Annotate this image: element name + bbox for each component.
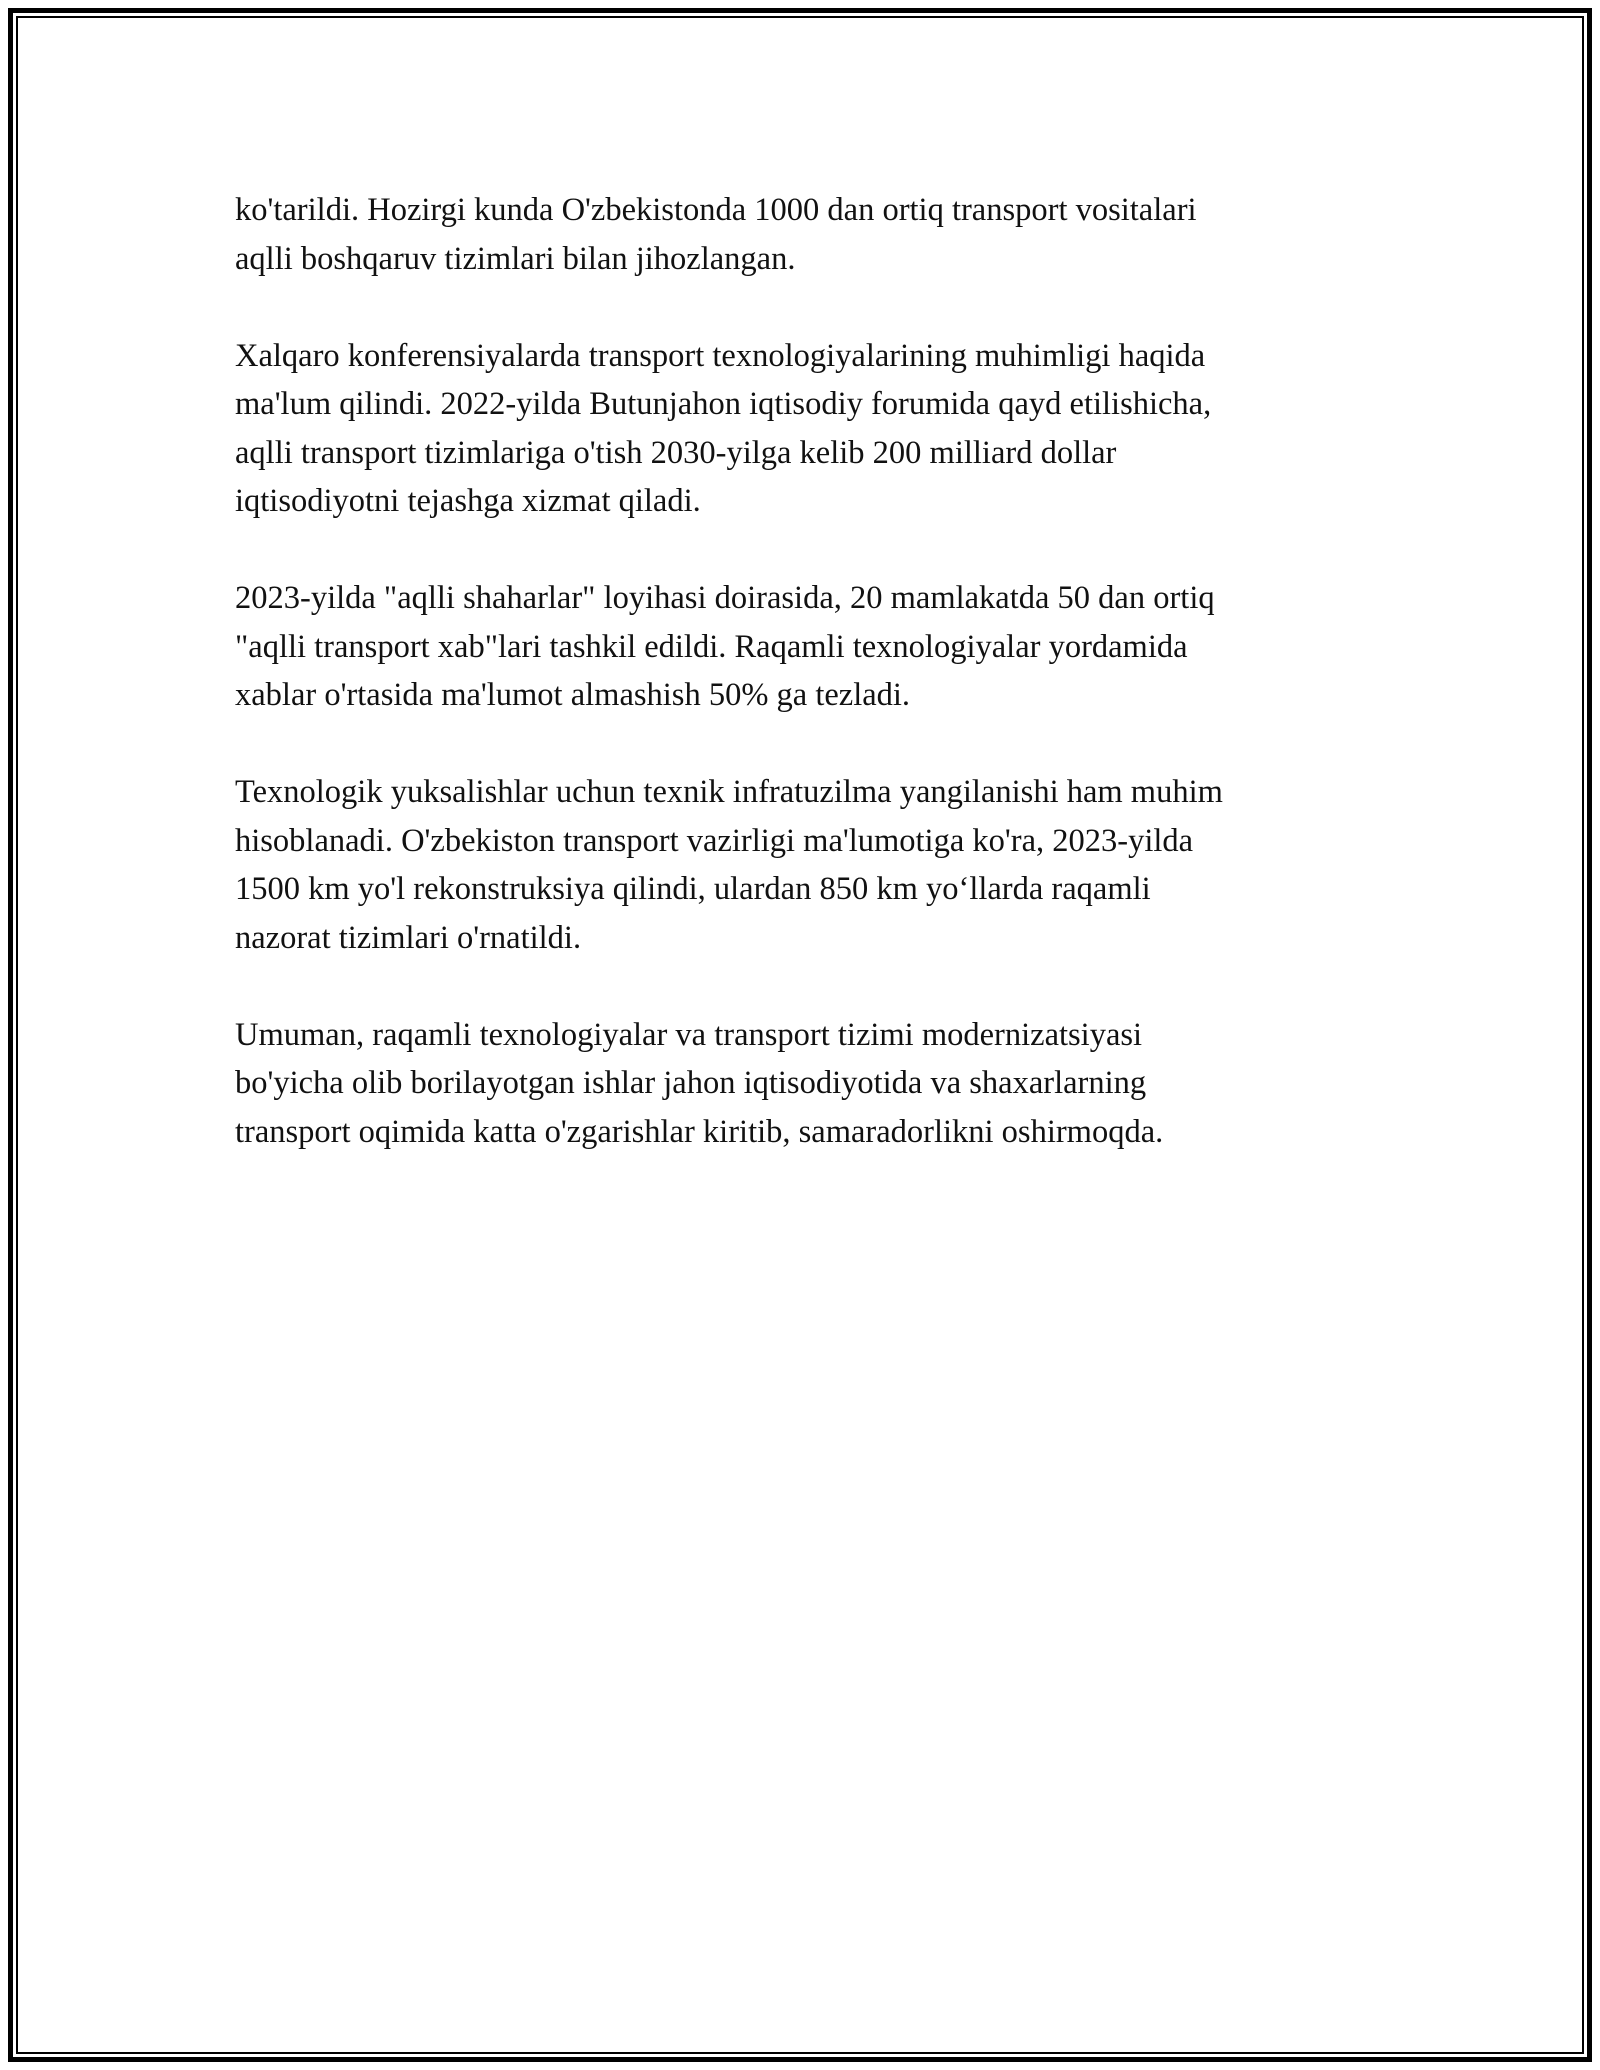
text-line: nazorat tizimlari o'rnatildi. (235, 919, 582, 956)
paragraph (235, 186, 1375, 283)
document-body (235, 186, 1375, 1205)
paragraph (235, 1011, 1375, 1157)
text-line: aqlli transport tizimlariga o'tish 2030-yilga kelib 200 milliard dollar (235, 434, 1117, 471)
text-line: Texnologik yuksalishlar uchun texnik infratuzilma yangilanishi ham muhim (235, 774, 1223, 810)
text-line: 1500 km yo'l rekonstruksiya qilindi, ulardan 850 km yo‘llarda raqamli (235, 871, 1151, 907)
text-line: ko'tarildi. Hozirgi kunda O'zbekistonda 1000 dan ortiq transport vositalari (235, 192, 1197, 228)
text-line: "aqlli transport xab"lari tashkil edildi. Raqamli texnologiyalar yordamida (235, 628, 1188, 665)
text-line: aqlli boshqaruv tizimlari bilan jihozlangan. (235, 240, 796, 277)
text-line: ma'lum qilindi. 2022-yilda Butunjahon iqtisodiy forumida qayd etilishicha, (235, 386, 1212, 422)
text-line: 2023-yilda "aqlli shaharlar" loyihasi doirasida, 20 mamlakatda 50 dan ortiq (235, 580, 1215, 616)
text-line: transport oqimida katta o'zgarishlar kiritib, samaradorlikni oshirmoqda. (235, 1113, 1164, 1150)
text-line: iqtisodiyotni tejashga xizmat qiladi. (235, 483, 701, 519)
text-line: xablar o'rtasida ma'lumot almashish 50% ga tezladi. (235, 677, 911, 713)
text-line: Xalqaro konferensiyalarda transport texnologiyalarining muhimligi haqida (235, 337, 1206, 374)
text-line: hisoblanadi. O'zbekiston transport vazirligi ma'lumotiga ko'ra, 2023-yilda (235, 822, 1194, 859)
text-line: Umuman, raqamli texnologiyalar va transport tizimi modernizatsiyasi (235, 1016, 1143, 1053)
paragraph (235, 768, 1375, 962)
text-line: bo'yicha olib borilayotgan ishlar jahon iqtisodiyotida va shaxarlarning (235, 1065, 1147, 1101)
paragraph (235, 332, 1375, 526)
paragraph (235, 574, 1375, 720)
